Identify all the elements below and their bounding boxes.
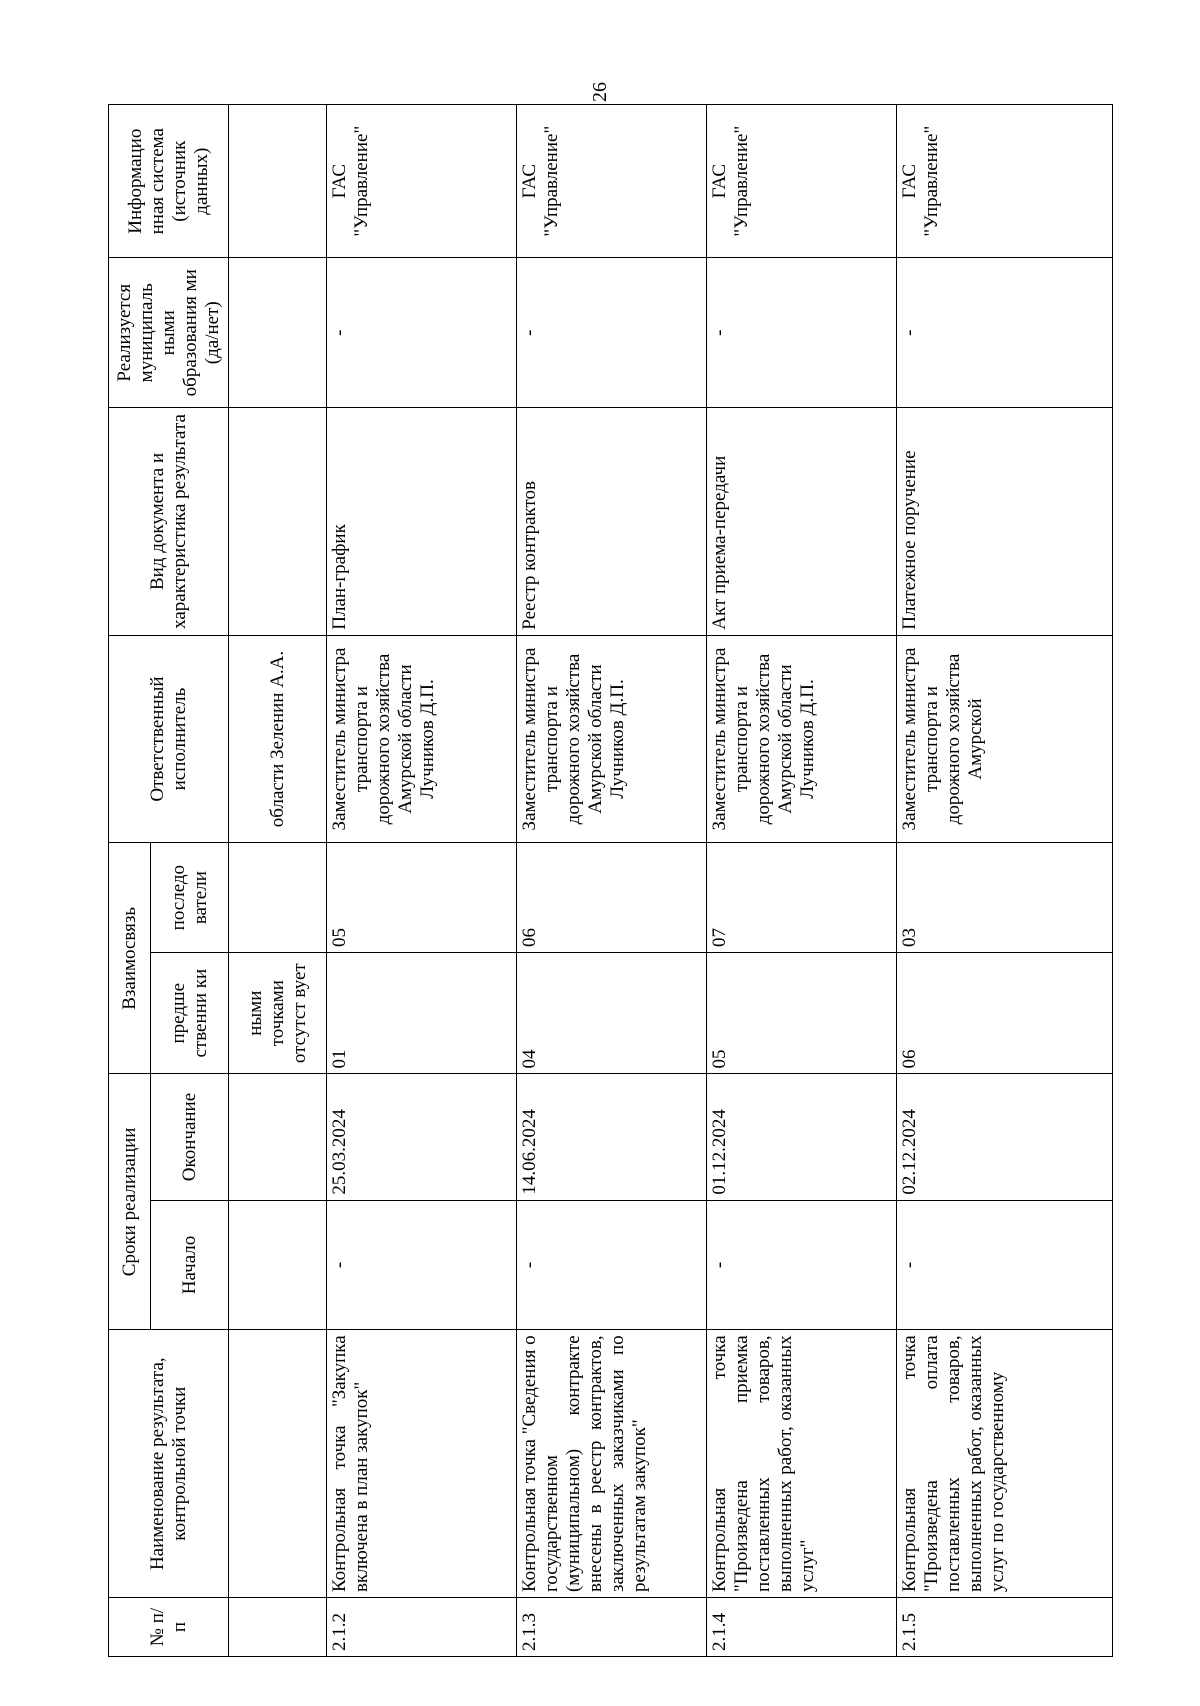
row-pred: 04 (517, 952, 707, 1073)
row-start: - (707, 1200, 897, 1330)
table-row (897, 105, 1113, 1657)
continuation-row (229, 105, 327, 1657)
row-name: Контрольная точка "Закупка включена в план закупок" (327, 1330, 517, 1598)
row-succ: 03 (897, 843, 1113, 953)
header-pred: предше ственни ки (151, 952, 229, 1073)
row-responsible: Заместитель министра транспорта и дорожного хозяйства Амурской области Лучников Д.П. (517, 635, 707, 843)
header-municipal: Реализуется муниципаль ными образования ми (да/нет) (109, 258, 229, 408)
page-number: 26 (589, 82, 611, 102)
row-name: Контрольная точка "Сведения о государственном (муниципальном) контракте внесены в реестр контрактов, заключенных заказчиками по результатам закупок" (517, 1330, 707, 1598)
row-info-system: ГАС "Управление" (897, 105, 1113, 258)
row-responsible: Заместитель министра транспорта и дорожного хозяйства Амурской (897, 635, 1113, 843)
row-doc-type: Платежное поручение (897, 408, 1113, 636)
row-succ: 05 (327, 843, 517, 953)
row-doc-type: Акт приема-передачи (707, 408, 897, 636)
header-succ: последо ватели (151, 843, 229, 953)
continuation-responsible: области Зеленин А.А. (229, 635, 327, 843)
header-terms: Сроки реализации (109, 1074, 151, 1330)
row-start: - (327, 1200, 517, 1330)
row-start: - (897, 1200, 1113, 1330)
row-num: 2.1.2 (327, 1598, 517, 1657)
row-municipal: - (327, 258, 517, 408)
row-municipal: - (517, 258, 707, 408)
row-end: 14.06.2024 (517, 1074, 707, 1200)
row-doc-type: План-график (327, 408, 517, 636)
row-succ: 07 (707, 843, 897, 953)
header-row-1 (109, 105, 151, 1657)
header-info-system: Информацио нная система (источник данных) (109, 105, 229, 258)
rotated-table-wrapper (108, 104, 1112, 1657)
results-table (108, 104, 1113, 1657)
row-end: 25.03.2024 (327, 1074, 517, 1200)
header-end: Окончание (151, 1074, 229, 1200)
header-name: Наименование результата, контрольной точки (109, 1330, 229, 1598)
table-row (327, 105, 517, 1657)
header-start: Начало (151, 1200, 229, 1330)
row-info-system: ГАС "Управление" (517, 105, 707, 258)
continuation-pred: ными точками отсутст вует (229, 952, 327, 1073)
row-responsible: Заместитель министра транспорта и дорожного хозяйства Амурской области Лучников Д.П. (707, 635, 897, 843)
row-num: 2.1.3 (517, 1598, 707, 1657)
row-info-system: ГАС "Управление" (707, 105, 897, 258)
header-num: № п/п (109, 1598, 229, 1657)
row-info-system: ГАС "Управление" (327, 105, 517, 258)
table-row (517, 105, 707, 1657)
row-name: Контрольная точка "Произведена приемка поставленных товаров, выполненных работ, оказанных услуг" (707, 1330, 897, 1598)
table-row (707, 105, 897, 1657)
row-responsible: Заместитель министра транспорта и дорожного хозяйства Амурской области Лучников Д.П. (327, 635, 517, 843)
row-name: Контрольная точка "Произведена оплата поставленных товаров, выполненных работ, оказанных услуг по государственному (897, 1330, 1113, 1598)
row-municipal: - (897, 258, 1113, 408)
row-pred: 05 (707, 952, 897, 1073)
header-relation: Взаимосвязь (109, 843, 151, 1074)
header-responsible: Ответственный исполнитель (109, 635, 229, 843)
row-start: - (517, 1200, 707, 1330)
row-municipal: - (707, 258, 897, 408)
header-doc-type: Вид документа и характеристика результата (109, 408, 229, 636)
row-end: 02.12.2024 (897, 1074, 1113, 1200)
row-pred: 01 (327, 952, 517, 1073)
row-num: 2.1.5 (897, 1598, 1113, 1657)
row-doc-type: Реестр контрактов (517, 408, 707, 636)
row-num: 2.1.4 (707, 1598, 897, 1657)
row-end: 01.12.2024 (707, 1074, 897, 1200)
row-succ: 06 (517, 843, 707, 953)
row-pred: 06 (897, 952, 1113, 1073)
